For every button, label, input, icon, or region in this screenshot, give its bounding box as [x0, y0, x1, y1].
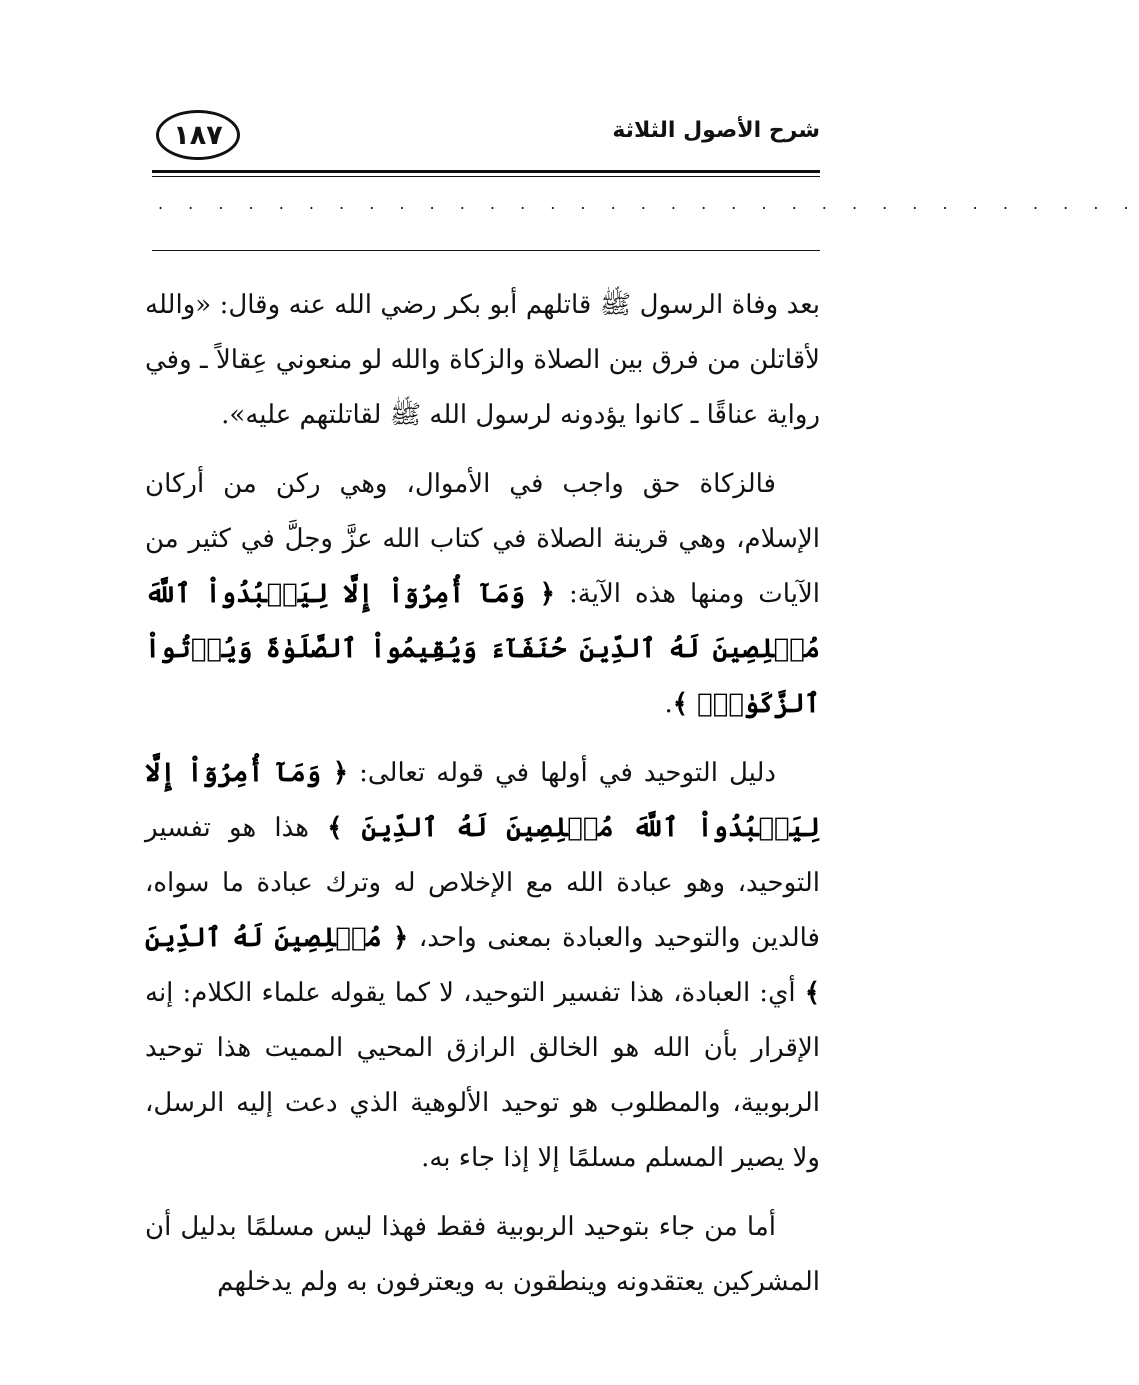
- quran-verse-worship: ﴿ وَمَآ أُمِرُوٓاْ إِلَّا لِيَعۡبُدُواْ ٱللَّهَ مُخۡلِصِينَ لَهُ ٱلدِّينَ ﴾: [145, 758, 820, 843]
- paragraph-4: أما من جاء بتوحيد الربوبية فقط فهذا ليس مسلمًا بدليل أن المشركين يعتقدونه وينطقون به ويعترفون به ولم يدخلهم: [145, 1212, 820, 1297]
- paragraph-3-text-after: أي: العبادة، هذا تفسير التوحيد، لا كما يقوله علماء الكلام: إنه الإقرار بأن الله هو الخالق الرازق المحيي المميت هذا توحيد الربوبية، والمطلوب هو توحيد الألوهية الذي دعت إليه الرسل، ولا يصير المسلم مسلمًا إلا إذا جاء به.: [145, 978, 820, 1173]
- section-divider: [152, 250, 820, 251]
- header-rule-thick: [152, 170, 820, 173]
- paragraph-2: [145, 457, 820, 732]
- footnote-separator-dots: . . . . . . . . . . . . . . . . . . . . . . . . . . . . . . . . .: [158, 194, 1139, 213]
- paragraph-2-text-after: .: [664, 689, 673, 719]
- paragraph-3-text-before: دليل التوحيد في أولها في قوله تعالى:: [348, 758, 776, 788]
- main-text: [145, 278, 820, 1324]
- paragraph-1: بعد وفاة الرسول ﷺ قاتلهم أبو بكر رضي الله عنه وقال: «والله لأقاتلن من فرق بين الصلاة والزكاة والله لو منعوني عِقالاً ـ وفي رواية عناقًا ـ كانوا يؤدونه لرسول الله ﷺ لقاتلتهم عليه».: [145, 290, 820, 430]
- page-number: ١٨٧: [156, 110, 240, 160]
- book-title: شرح الأصول الثلاثة: [612, 118, 820, 143]
- paragraph-3-text-middle: هذا هو تفسير التوحيد، وهو عبادة الله مع الإخلاص له وترك عبادة ما سواه، فالدين والتوحيد والعبادة بمعنى واحد،: [145, 813, 820, 953]
- quran-verse-zakat: ﴿ وَمَآ أُمِرُوٓاْ إِلَّا لِيَعۡبُدُواْ ٱللَّهَ مُخۡلِصِينَ لَهُ ٱلدِّينَ حُنَفَآءَ وَيُقِيمُواْ ٱلصَّلَوٰةَ وَيُؤۡتُواْ ٱلزَّكَوٰةَۚ ﴾: [145, 579, 820, 719]
- paragraph-3: [145, 746, 820, 1186]
- quran-verse-sincerity: ﴿ مُخۡلِصِينَ لَهُ ٱلدِّينَ ﴾: [145, 923, 820, 1008]
- paragraph-2-text-before: فالزكاة حق واجب في الأموال، وهي ركن من أركان الإسلام، وهي قرينة الصلاة في كتاب الله عزَّ وجلَّ في كثير من الآيات ومنها هذه الآية:: [145, 469, 820, 609]
- page-header: [150, 108, 820, 168]
- header-rule-thin: [152, 176, 820, 177]
